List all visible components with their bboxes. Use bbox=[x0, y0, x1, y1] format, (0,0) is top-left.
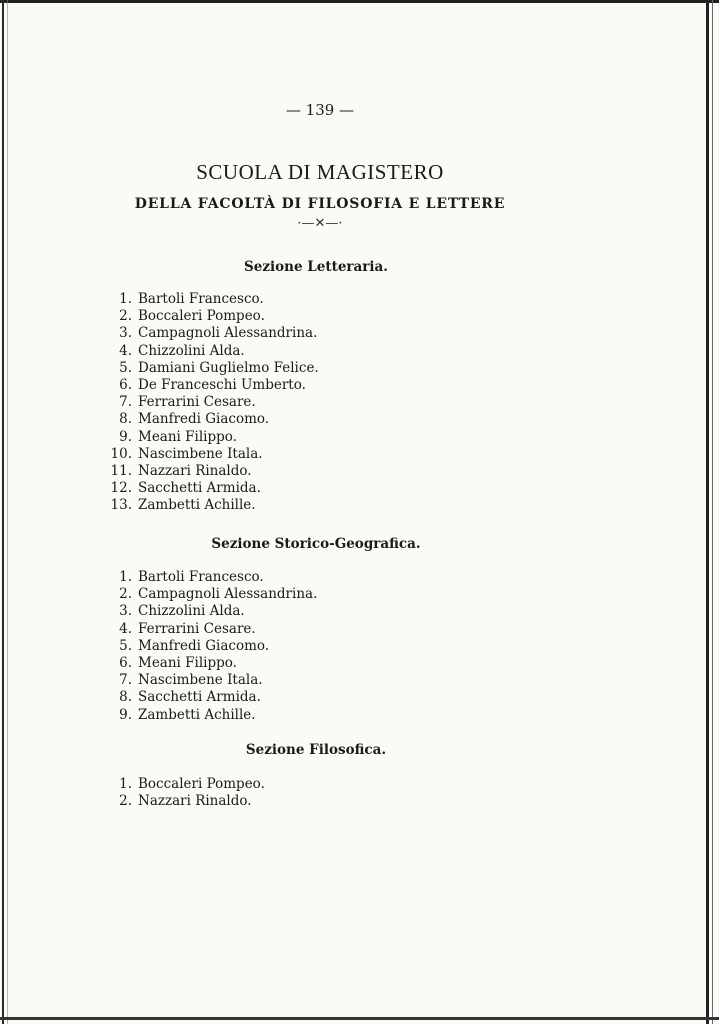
list-item bbox=[0, 291, 319, 308]
item-name: Chizzolini Alda. bbox=[138, 342, 245, 359]
section-title-letteraria: Sezione Letteraria. bbox=[244, 259, 388, 275]
item-number: 9. bbox=[119, 706, 132, 723]
item-number: 11. bbox=[110, 462, 132, 479]
item-number: 5. bbox=[119, 359, 132, 376]
item-name: Meani Filippo. bbox=[138, 654, 237, 671]
item-number: 4. bbox=[119, 620, 132, 637]
list-filosofica bbox=[0, 776, 265, 810]
page-title: SCUOLA DI MAGISTERO bbox=[196, 160, 444, 184]
item-name: Sacchetti Armida. bbox=[138, 689, 261, 706]
item-number: 5. bbox=[119, 637, 132, 654]
list-item bbox=[0, 689, 317, 706]
list-item bbox=[0, 793, 265, 810]
item-name: Nazzari Rinaldo. bbox=[138, 793, 252, 810]
item-name: Bartoli Francesco. bbox=[138, 569, 264, 585]
list-item bbox=[0, 707, 317, 724]
list-item bbox=[0, 776, 265, 793]
list-item bbox=[0, 569, 317, 586]
item-number: 9. bbox=[119, 428, 132, 445]
item-number: 6. bbox=[119, 654, 132, 671]
list-letteraria bbox=[0, 291, 319, 514]
item-name: De Franceschi Umberto. bbox=[138, 376, 306, 393]
ornament-divider: ·—✕—· bbox=[297, 216, 343, 231]
item-number: 10. bbox=[110, 445, 132, 462]
item-name: Zambetti Achille. bbox=[138, 706, 256, 723]
item-number: 2. bbox=[119, 308, 132, 325]
item-number: 2. bbox=[119, 586, 132, 603]
item-name: Meani Filippo. bbox=[138, 428, 237, 445]
item-name: Manfredi Giacomo. bbox=[138, 411, 270, 428]
list-item bbox=[0, 480, 319, 497]
item-number: 7. bbox=[119, 394, 132, 411]
list-item bbox=[0, 446, 319, 463]
item-number: 2. bbox=[119, 793, 132, 810]
item-name: Ferrarini Cesare. bbox=[138, 620, 256, 637]
page-border-right bbox=[706, 0, 709, 1024]
item-number: 13. bbox=[110, 497, 132, 514]
item-name: Sacchetti Armida. bbox=[138, 480, 261, 497]
list-storico-geografica bbox=[0, 569, 317, 724]
list-item bbox=[0, 394, 319, 411]
list-item bbox=[0, 463, 319, 480]
item-name: Boccaleri Pompeo. bbox=[138, 776, 265, 792]
list-item bbox=[0, 377, 319, 394]
item-number: 3. bbox=[119, 325, 132, 342]
page-subtitle: DELLA FACOLTÀ DI FILOSOFIA E LETTERE bbox=[134, 196, 506, 212]
item-number: 1. bbox=[119, 569, 132, 585]
item-name: Campagnoli Alessandrina. bbox=[138, 586, 318, 603]
item-name: Bartoli Francesco. bbox=[138, 291, 264, 307]
item-number: 1. bbox=[119, 776, 132, 792]
item-name: Ferrarini Cesare. bbox=[138, 394, 256, 411]
list-item bbox=[0, 429, 319, 446]
list-item bbox=[0, 655, 317, 672]
list-item bbox=[0, 411, 319, 428]
item-name: Nascimbene Itala. bbox=[138, 445, 263, 462]
item-number: 4. bbox=[119, 342, 132, 359]
list-item bbox=[0, 497, 319, 514]
list-item bbox=[0, 360, 319, 377]
list-item bbox=[0, 603, 317, 620]
item-name: Nazzari Rinaldo. bbox=[138, 462, 252, 479]
item-number: 8. bbox=[119, 411, 132, 428]
item-name: Campagnoli Alessandrina. bbox=[138, 325, 318, 342]
item-number: 7. bbox=[119, 672, 132, 689]
page-number: — 139 — bbox=[285, 101, 355, 119]
page-border-right-inner bbox=[712, 0, 713, 1024]
item-name: Nascimbene Itala. bbox=[138, 672, 263, 689]
list-item bbox=[0, 343, 319, 360]
list-item bbox=[0, 621, 317, 638]
list-item bbox=[0, 586, 317, 603]
item-number: 3. bbox=[119, 603, 132, 620]
item-number: 8. bbox=[119, 689, 132, 706]
item-name: Boccaleri Pompeo. bbox=[138, 308, 265, 325]
page-border-top bbox=[0, 0, 719, 3]
item-number: 12. bbox=[110, 480, 132, 497]
list-item bbox=[0, 325, 319, 342]
page-border-bottom bbox=[0, 1017, 719, 1020]
list-item bbox=[0, 672, 317, 689]
item-number: 1. bbox=[119, 291, 132, 307]
item-name: Zambetti Achille. bbox=[138, 497, 256, 514]
section-title-storico-geografica: Sezione Storico-Geografica. bbox=[211, 536, 421, 552]
list-item bbox=[0, 638, 317, 655]
item-name: Manfredi Giacomo. bbox=[138, 637, 270, 654]
item-name: Damiani Guglielmo Felice. bbox=[138, 359, 319, 376]
list-item bbox=[0, 308, 319, 325]
item-number: 6. bbox=[119, 376, 132, 393]
section-title-filosofica: Sezione Filosofica. bbox=[245, 742, 387, 758]
item-name: Chizzolini Alda. bbox=[138, 603, 245, 620]
